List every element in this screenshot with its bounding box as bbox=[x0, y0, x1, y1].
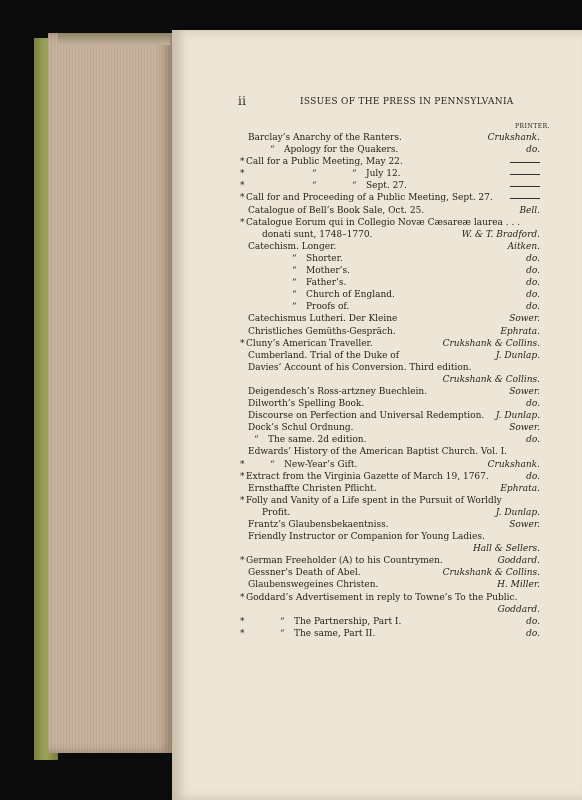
list-item bbox=[240, 168, 540, 180]
entry-title: Apology for the Quakers. bbox=[284, 145, 399, 156]
list-item bbox=[240, 132, 540, 144]
list-item bbox=[240, 398, 540, 410]
printer-name: Crukshank & Collins. bbox=[442, 374, 540, 385]
ditto-mark: “ bbox=[270, 459, 275, 470]
entry-title: Barclay’s Anarchy of the Ranters. bbox=[248, 133, 402, 143]
entry-title: Proofs of. bbox=[306, 302, 350, 313]
printer-unknown-dash bbox=[510, 162, 540, 163]
list-item bbox=[240, 313, 540, 325]
new-item-marker: * bbox=[240, 193, 245, 204]
entry-title: Deigendesch’s Ross-artzney Buechlein. bbox=[248, 386, 428, 397]
list-item bbox=[240, 241, 540, 253]
entry-title: Shorter. bbox=[306, 253, 343, 264]
entry-title: The same, Part II. bbox=[294, 628, 376, 639]
list-item bbox=[240, 192, 540, 204]
entry-title: Cumberland. Trial of the Duke of bbox=[248, 350, 400, 361]
printer-name: Sower. bbox=[509, 314, 540, 325]
printer-name: Crukshank & Collins. bbox=[442, 568, 540, 579]
list-item bbox=[240, 180, 540, 192]
entry-title: Dilworth’s Spelling Book. bbox=[248, 399, 365, 410]
list-item bbox=[240, 374, 540, 386]
printer-name: Bell. bbox=[519, 205, 540, 216]
new-item-marker: * bbox=[240, 157, 245, 168]
list-item bbox=[240, 350, 540, 362]
ditto-mark: “ bbox=[312, 169, 317, 180]
list-item bbox=[240, 338, 540, 350]
page-edges bbox=[48, 33, 172, 753]
ditto-mark: “ bbox=[352, 181, 357, 192]
entry-title: Davies’ Account of his Conversion. Third edition. bbox=[248, 362, 472, 373]
printer-name: J. Dunlap. bbox=[495, 411, 540, 422]
list-item bbox=[240, 567, 540, 579]
entry-title: Call for and Proceeding of a Public Meeting, Sept. 27. bbox=[246, 193, 493, 204]
entry-title: Church of England. bbox=[306, 290, 395, 301]
new-item-marker: * bbox=[240, 169, 245, 180]
printer-name: Ephrata. bbox=[500, 483, 540, 494]
printer-name: H. Miller. bbox=[497, 580, 540, 591]
ditto-mark: “ bbox=[292, 302, 297, 313]
list-item bbox=[240, 205, 540, 217]
list-item bbox=[240, 555, 540, 567]
printer-name: J. Dunlap. bbox=[495, 350, 540, 361]
new-item-marker: * bbox=[240, 338, 245, 349]
printer-name: do. bbox=[526, 266, 540, 277]
list-item bbox=[240, 459, 540, 471]
page-number: ii bbox=[238, 94, 247, 108]
list-item bbox=[240, 604, 540, 616]
printer-name: do. bbox=[526, 278, 540, 289]
new-item-marker: * bbox=[240, 592, 245, 603]
list-item bbox=[240, 362, 540, 374]
list-item bbox=[240, 519, 540, 531]
printer-name: J. Dunlap. bbox=[495, 507, 540, 518]
printer-name: do. bbox=[526, 616, 540, 627]
ditto-mark: “ bbox=[292, 278, 297, 289]
list-item bbox=[240, 422, 540, 434]
ditto-mark: “ bbox=[280, 628, 285, 639]
ditto-mark: “ bbox=[280, 616, 285, 627]
entry-list bbox=[240, 132, 540, 640]
entry-title: Cluny’s American Traveller. bbox=[246, 338, 373, 349]
running-title: ISSUES OF THE PRESS IN PENNSYLVANIA bbox=[300, 97, 514, 107]
ditto-mark: “ bbox=[270, 145, 275, 156]
entry-title: Profit. bbox=[262, 507, 291, 518]
new-item-marker: * bbox=[240, 495, 245, 506]
list-item bbox=[240, 543, 540, 555]
list-item bbox=[240, 253, 540, 265]
entry-title: Extract from the Virginia Gazette of March 19, 1767. bbox=[246, 471, 489, 482]
list-item bbox=[240, 386, 540, 398]
list-item bbox=[240, 434, 540, 446]
printer-name: Crukshank. bbox=[487, 459, 540, 470]
list-item bbox=[240, 628, 540, 640]
list-item bbox=[240, 483, 540, 495]
new-item-marker: * bbox=[240, 471, 245, 482]
printer-unknown-dash bbox=[510, 198, 540, 199]
list-item bbox=[240, 592, 540, 604]
ditto-mark: “ bbox=[254, 435, 259, 446]
printer-name: Sower. bbox=[509, 386, 540, 397]
list-item bbox=[240, 616, 540, 628]
ditto-mark: “ bbox=[312, 181, 317, 192]
entry-title: The Partnership, Part I. bbox=[294, 616, 402, 627]
entry-title: Father’s. bbox=[306, 278, 347, 289]
ditto-mark: “ bbox=[292, 290, 297, 301]
new-item-marker: * bbox=[240, 459, 245, 470]
entry-title: Frantz’s Glaubensbekaentniss. bbox=[248, 520, 389, 530]
entry-title: Folly and Vanity of a Life spent in the Pursuit of Worldly bbox=[246, 495, 502, 506]
list-item bbox=[240, 446, 540, 458]
list-item bbox=[240, 410, 540, 422]
entry-title: Edwards’ History of the American Baptist Church. Vol. I. bbox=[248, 447, 508, 458]
entry-title: Gessner’s Death of Abel. bbox=[248, 568, 361, 579]
list-item bbox=[240, 507, 540, 519]
entry-title: Dock’s Schul Ordnung. bbox=[248, 423, 354, 434]
printer-name: Ephrata. bbox=[500, 326, 540, 337]
list-item bbox=[240, 217, 540, 229]
printer-name: do. bbox=[526, 253, 540, 264]
new-item-marker: * bbox=[240, 628, 245, 639]
ditto-mark: “ bbox=[292, 266, 297, 277]
ditto-mark: “ bbox=[292, 253, 297, 264]
entry-title: Glaubenswegeines Christen. bbox=[248, 580, 379, 591]
printer-name: do. bbox=[526, 302, 540, 313]
printer-name: Aitken. bbox=[507, 241, 540, 252]
printer-name: Sower. bbox=[509, 520, 540, 530]
new-item-marker: * bbox=[240, 217, 245, 228]
entry-title: New-Year’s Gift. bbox=[284, 459, 358, 470]
list-item bbox=[240, 301, 540, 313]
entry-title: Catechismus Lutheri. Der Kleine bbox=[248, 314, 398, 325]
printer-name: Crukshank. bbox=[487, 133, 540, 143]
entry-title: Mother’s. bbox=[306, 266, 351, 277]
list-item bbox=[240, 265, 540, 277]
list-item bbox=[240, 156, 540, 168]
printer-unknown-dash bbox=[510, 186, 540, 187]
list-item bbox=[240, 289, 540, 301]
new-item-marker: * bbox=[240, 181, 245, 192]
entry-title: Ernsthaffte Christen Pflicht. bbox=[248, 483, 377, 494]
entry-title: Goddard’s Advertisement in reply to Towne’s To the Public. bbox=[246, 592, 518, 603]
new-item-marker: * bbox=[240, 616, 245, 627]
page-edges-top bbox=[58, 33, 170, 45]
entry-title: Catalogue Eorum qui in Collegio Novæ Cæsareæ laurea . . . bbox=[246, 217, 521, 228]
printer-name: Goddard. bbox=[497, 604, 540, 615]
list-item bbox=[240, 531, 540, 543]
printer-unknown-dash bbox=[510, 174, 540, 175]
entry-title: German Freeholder (A) to his Countrymen. bbox=[246, 556, 443, 567]
entry-title: Catechism. Longer. bbox=[248, 241, 337, 252]
list-item bbox=[240, 144, 540, 156]
entry-title: Friendly Instructor or Companion for Young Ladies. bbox=[248, 532, 485, 543]
printer-name: W. & T. Bradford. bbox=[461, 229, 540, 240]
entry-title: Sept. 27. bbox=[366, 181, 407, 192]
entry-title: donati sunt, 1748–1770. bbox=[262, 229, 373, 240]
printer-name: do. bbox=[526, 290, 540, 301]
printer-name: do. bbox=[526, 435, 540, 446]
new-item-marker: * bbox=[240, 556, 245, 567]
entry-title: Christliches Gemüths-Gespräch. bbox=[248, 326, 396, 337]
printer-name: Crukshank & Collins. bbox=[442, 338, 540, 349]
entry-title: Call for a Public Meeting, May 22. bbox=[246, 157, 403, 168]
printer-name: do. bbox=[526, 628, 540, 639]
list-item bbox=[240, 579, 540, 591]
entry-title: The same. 2d edition. bbox=[268, 435, 367, 446]
list-item bbox=[240, 277, 540, 289]
printer-name: do. bbox=[526, 145, 540, 156]
printer-name: Sower. bbox=[509, 423, 540, 434]
list-item bbox=[240, 229, 540, 241]
printer-name: do. bbox=[526, 471, 540, 482]
printer-name: do. bbox=[526, 399, 540, 410]
entry-title: Catalogue of Bell’s Book Sale, Oct. 25. bbox=[248, 205, 425, 216]
entry-title: Discourse on Perfection and Universal Redemption. bbox=[248, 411, 485, 422]
printer-column-label: PRINTER. bbox=[515, 123, 550, 130]
printer-name: Goddard. bbox=[497, 556, 540, 567]
list-item bbox=[240, 495, 540, 507]
printer-name: Hall & Sellers. bbox=[472, 544, 540, 555]
entry-title: July 12. bbox=[366, 169, 401, 180]
ditto-mark: “ bbox=[352, 169, 357, 180]
list-item bbox=[240, 326, 540, 338]
list-item bbox=[240, 471, 540, 483]
